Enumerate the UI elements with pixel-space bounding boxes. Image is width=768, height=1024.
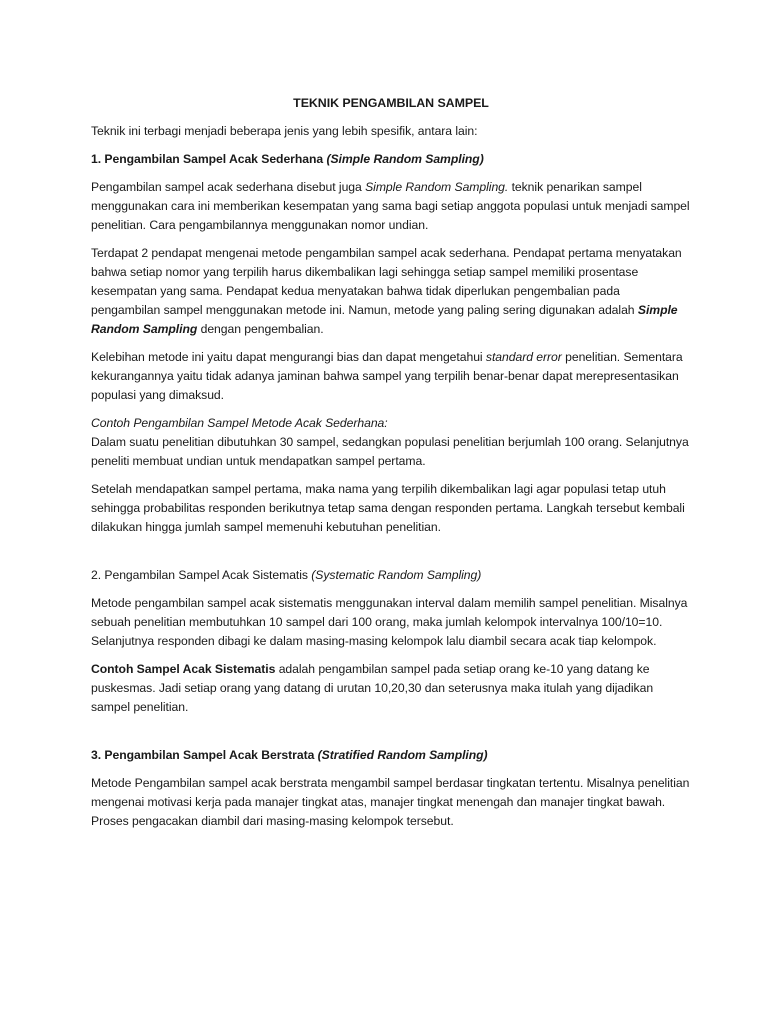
- section-2-paragraph-2: [91, 660, 691, 717]
- bold-italic-term: Simple Random Sampling: [91, 303, 678, 336]
- section-1-paragraph-2: [91, 244, 691, 339]
- spacer: [91, 726, 691, 746]
- example-heading: Contoh Pengambilan Sampel Metode Acak Sederhana:: [91, 416, 388, 430]
- bold-term: Contoh Sampel Acak Sistematis: [91, 662, 276, 676]
- section-3-paragraph-1: Metode Pengambilan sampel acak berstrata mengambil sampel berdasar tingkatan tertentu. Misalnya penelitian mengenai motivasi kerja pada manajer tingkat atas, manajer tingkat menengah dan manajer tingkat bawah. Proses pengacakan diambil dari masing-masing kelompok tersebut.: [91, 776, 690, 828]
- text-run: Pengambilan sampel acak sederhana disebut juga: [91, 180, 366, 194]
- section-1-paragraph-1: [91, 178, 691, 235]
- text-run: teknik penarikan sampel menggunakan cara ini memberikan kesempatan yang sama bagi setiap anggota populasi untuk menjadi sampel penelitian. Cara pengambilannya menggunakan nomor undian.: [91, 180, 690, 232]
- section-2-heading: [91, 566, 691, 585]
- intro-paragraph: Teknik ini terbagi menjadi beberapa jenis yang lebih spesifik, antara lain:: [91, 124, 478, 138]
- section-3-heading-text: 3. Pengambilan Sampel Acak Berstrata: [91, 748, 318, 762]
- text-run: adalah pengambilan sampel pada setiap orang ke-10 yang datang ke puskesmas. Jadi setiap orang yang datang di urutan 10,20,30 dan seterusnya maka itulah yang dijadikan sampel penelitian.: [91, 662, 654, 714]
- section-3-heading-english: (Stratified Random Sampling): [317, 748, 488, 762]
- section-3-heading: [91, 746, 691, 765]
- section-1-paragraph-3: [91, 348, 691, 405]
- section-1-example-paragraph-1: Dalam suatu penelitian dibutuhkan 30 sampel, sedangkan populasi penelitian berjumlah 100 orang. Selanjutnya peneliti membuat undian untuk mendapatkan sampel pertama.: [91, 435, 689, 468]
- section-1-heading-english: (Simple Random Sampling): [326, 152, 484, 166]
- document-title: TEKNIK PENGAMBILAN SAMPEL: [293, 96, 489, 110]
- section-2-heading-english: (Systematic Random Sampling): [311, 568, 482, 582]
- text-run: Kelebihan metode ini yaitu dapat mengurangi bias dan dapat mengetahui: [91, 350, 486, 364]
- section-1-heading-text: 1. Pengambilan Sampel Acak Sederhana: [91, 152, 327, 166]
- italic-term: standard error: [485, 350, 562, 364]
- section-2-paragraph-1: Metode pengambilan sampel acak sistematis menggunakan interval dalam memilih sampel penelitian. Misalnya sebuah penelitian membutuhkan 10 sampel dari 100 orang, maka jumlah kelompok intervalnya 100/10=10. Selanjutnya responden dibagi ke dalam masing-masing kelompok lalu diambil secara acak tiap kelompok.: [91, 596, 688, 648]
- section-1-example-paragraph-2: Setelah mendapatkan sampel pertama, maka nama yang terpilih dikembalikan lagi agar populasi tetap utuh sehingga probabilitas responden berikutnya tetap sama dengan responden pertama. Langkah tersebut kembali dilakukan hingga jumlah sampel memenuhi kebutuhan penelitian.: [91, 482, 685, 534]
- text-run: Terdapat 2 pendapat mengenai metode pengambilan sampel acak sederhana. Pendapat pertama menyatakan bahwa setiap nomor yang terpilih harus dikembalikan lagi sehingga setiap sampel memiliki prosentase kesempatan yang sama. Pendapat kedua menyatakan bahwa tidak diperlukan pengembalian pada pengambilan sampel menggunakan metode ini. Namun, metode yang paling sering digunakan adalah: [91, 246, 682, 317]
- section-2-heading-text: 2. Pengambilan Sampel Acak Sistematis: [91, 568, 312, 582]
- text-run: penelitian. Sementara kekurangannya yaitu tidak adanya jaminan bahwa sampel yang terpilih benar-benar dapat merepresentasikan populasi yang dimaksud.: [91, 350, 683, 402]
- spacer: [91, 546, 691, 566]
- document-page: [91, 94, 691, 840]
- section-1-heading: [91, 150, 691, 169]
- italic-term: Simple Random Sampling.: [365, 180, 509, 194]
- section-1-example: [91, 414, 691, 433]
- text-run: dengan pengembalian.: [197, 322, 324, 336]
